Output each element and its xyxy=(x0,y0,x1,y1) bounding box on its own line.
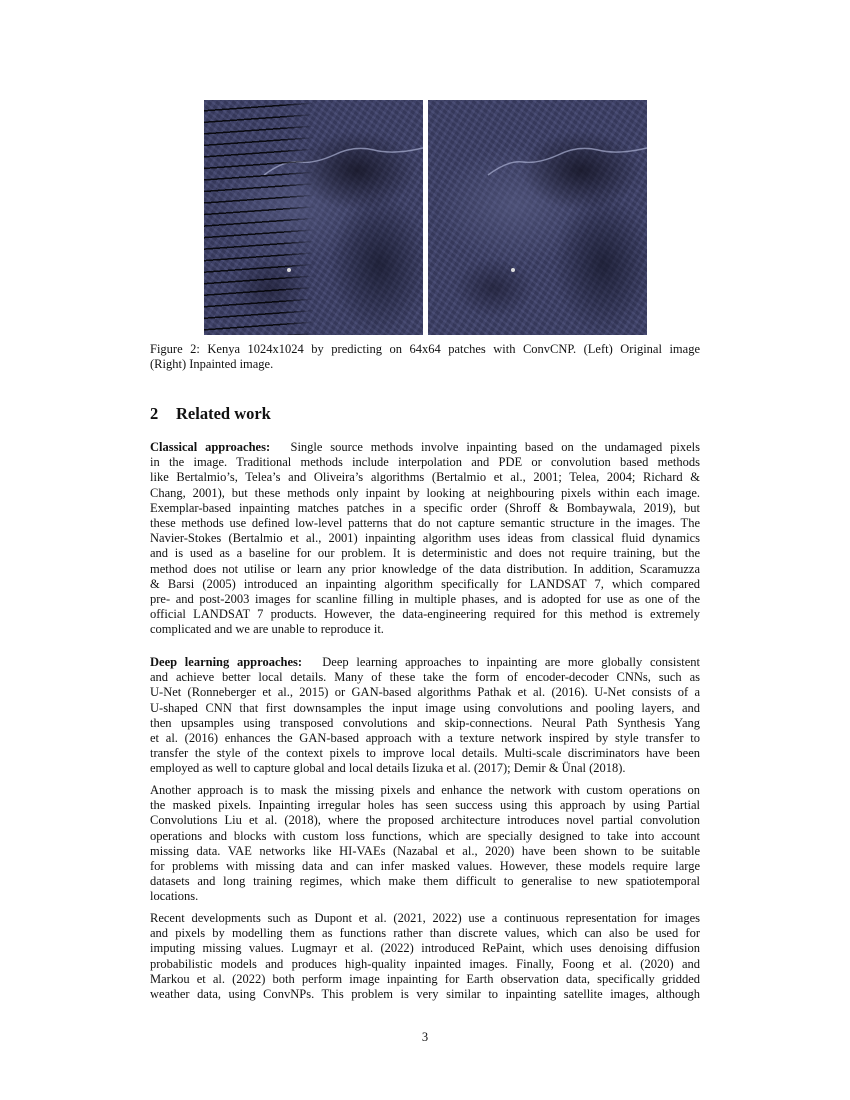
section-heading xyxy=(150,404,271,424)
paragraph-recent-developments xyxy=(150,911,700,1002)
text-line: Convolutions Liu et al. (2018), where the proposed architecture introduces novel partial convolution xyxy=(150,813,700,828)
figure-original-image xyxy=(204,100,423,335)
river-feature xyxy=(428,100,647,335)
text-line: in the image. Traditional methods include interpolation and PDE or convolution based methods xyxy=(150,455,700,470)
text-line: Exemplar-based inpainting matches patches in a specific order (Shroff & Bombaywala, 2019), but xyxy=(150,500,700,515)
text-line xyxy=(150,655,700,670)
text-line: Recent developments such as Dupont et al. (2021, 2022) use a continuous representation for images xyxy=(150,911,700,925)
paragraph-classical-approaches xyxy=(150,440,700,637)
text-line: probabilistic models and produces high-quality inpainted images. Finally, Foong et al. (2020) and xyxy=(150,956,700,971)
paragraph-deep-learning-approaches xyxy=(150,655,700,777)
text-line: employed as well to capture global and local details Iizuka et al. (2017); Demir & Ünal (2018). xyxy=(150,761,626,776)
text-line: Another approach is to mask the missing pixels and enhance the network with custom operations on xyxy=(150,783,700,797)
text-line: and achieve better local details. Many of these take the form of encoder-decoder CNNs, such as xyxy=(150,670,700,685)
text-line: Markou et al. (2022) both perform image inpainting for Earth observation data, specifically gridded xyxy=(150,971,700,986)
section-title: Related work xyxy=(176,404,271,423)
text-line: locations. xyxy=(150,889,199,904)
text-line: for problems with missing data and can infer masked values. However, these models require large xyxy=(150,858,700,873)
text-line: U-shaped CNN that first downsamples the input image using convolutions and pooling layers, and xyxy=(150,700,700,715)
paragraph-lead: Classical approaches: xyxy=(150,440,271,454)
text-line-body: Deep learning approaches to inpainting are more globally consistent xyxy=(322,655,700,669)
text-line: then upsamples using transposed convolutions and skip-connections. Neural Path Synthesis Yang xyxy=(150,715,700,730)
text-line: U-Net (Ronneberger et al., 2015) or GAN-based algorithms Pathak et al. (2016). U-Net consists of a xyxy=(150,685,700,700)
paragraph-masking-approaches xyxy=(150,783,700,905)
figure-inpainted-image xyxy=(428,100,647,335)
text-line: operations and blocks with custom loss functions, which are specially designed to take into account xyxy=(150,828,700,843)
text-line: Chang, 2001), but these methods only inpaint by looking at neighbouring pixels within each image. xyxy=(150,485,700,500)
text-line: & Barsi (2005) introduced an inpainting algorithm specifically for LANDSAT 7, which compared xyxy=(150,576,700,591)
text-line: transfer the style of the context pixels to improve local details. Multi-scale discriminators have been xyxy=(150,746,700,761)
text-line: missing data. VAE networks like HI-VAEs (Nazabal et al., 2020) have been shown to be suitable xyxy=(150,843,700,858)
text-line: Navier-Stokes (Bertalmio et al., 2001) inpainting algorithm uses ideas from classical fluid dynamics xyxy=(150,531,700,546)
text-line: like Bertalmio’s, Telea’s and Oliveira’s algorithms (Bertalmio et al., 2001; Telea, 2004; Richard & xyxy=(150,470,700,485)
text-line: (Right) Inpainted image. xyxy=(150,357,274,372)
text-line: weather data, using ConvNPs. This problem is very similar to inpainting satellite images, although xyxy=(150,986,700,1001)
text-line: imputing missing values. Lugmayr et al. (2022) introduced RePaint, which uses denoising diffusion xyxy=(150,941,700,956)
text-line-body: Single source methods involve inpainting based on the undamaged pixels xyxy=(290,440,701,454)
paragraph-lead: Deep learning approaches: xyxy=(150,655,303,669)
page-number: 3 xyxy=(421,1030,429,1044)
text-line: pre- and post-2003 images for scanline filling in multiple phases, and is adopted for use as one of the xyxy=(150,591,700,606)
text-line: the masked pixels. Inpainting irregular holes has seen success using this approach by using Partial xyxy=(150,798,700,813)
figure-caption xyxy=(150,342,700,372)
text-line xyxy=(150,440,700,455)
text-line: these methods use defined low-level patterns that do not capture semantic structure in the images. The xyxy=(150,515,700,530)
text-line: et al. (2016) enhances the GAN-based approach with a texture network inspired by style transfer to xyxy=(150,730,700,745)
text-line: method does not utilise or learn any prior knowledge of the data distribution. In addition, Scaramuzza xyxy=(150,561,700,576)
text-line: Figure 2: Kenya 1024x1024 by predicting on 64x64 patches with ConvCNP. (Left) Original image xyxy=(150,342,700,356)
section-number: 2 xyxy=(150,404,159,423)
text-line: official LANDSAT 7 products. However, the data-engineering required for this method is extremely xyxy=(150,607,700,622)
text-line: and pixels by modelling them as functions rather than discrete values, which can also be used for xyxy=(150,926,700,941)
text-line: complicated and we are unable to reproduce it. xyxy=(150,622,384,637)
text-line: datasets and long training regimes, which make them difficult to generalise to new spatiotemporal xyxy=(150,874,700,889)
scanline-gaps xyxy=(204,100,314,335)
text-line: and is used as a baseline for our problem. It is deterministic and does not require training, but the xyxy=(150,546,700,561)
